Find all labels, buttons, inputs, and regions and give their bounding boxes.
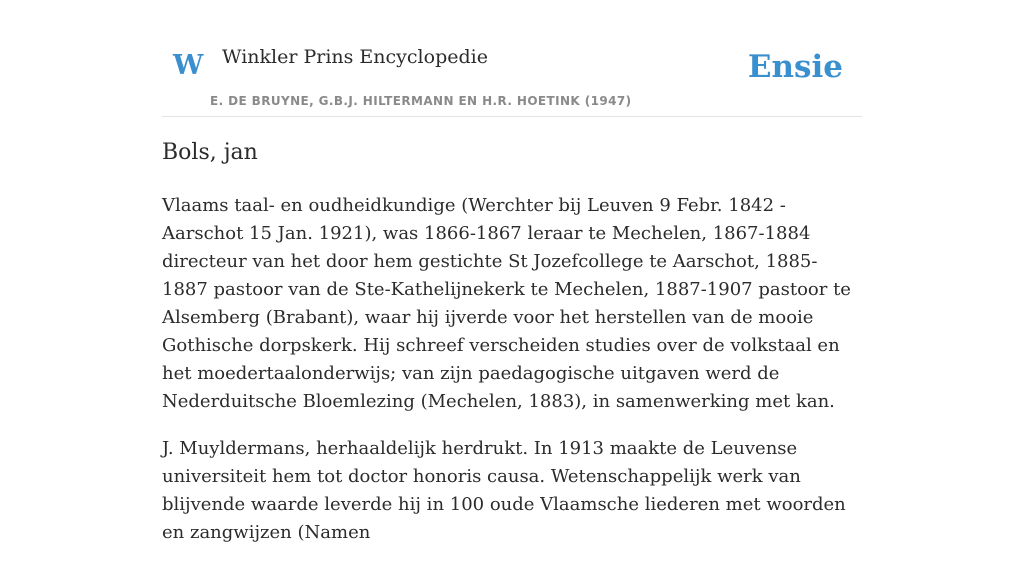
ensie-brand-link[interactable]: Ensie <box>747 49 843 85</box>
entry-paragraph-2: J. Muyldermans, herhaaldelijk herdrukt. In 1913 maakte de Leuvense universiteit hem tot doctor honoris causa. Wetenschappelijk werk van blijvende waarde leverde hij in 100 oude Vlaamsche liederen met woorden en zangwijzen (Namen <box>162 438 846 543</box>
source-header <box>162 0 862 117</box>
winkler-prins-logo-icon[interactable]: W <box>173 50 204 81</box>
source-title[interactable]: Winkler Prins Encyclopedie <box>222 46 488 68</box>
entry-paragraph-1: Vlaams taal- en oudheidkundige (Werchter bij Leuven 9 Febr. 1842 - Aarschot 15 Jan. 1921), was 1866-1867 leraar te Mechelen, 1867-1884 directeur van het door hem gestichte St Jozefcollege te Aarschot, 1885-1887 pastoor van de Ste-Kathelijnekerk te Mechelen, 1887-1907 pastoor te Alsemberg (Brabant), waar hij ijverde voor het herstellen van de mooie Gothische dorpskerk. Hij schreef verscheiden studies over de volkstaal en het moedertaalonderwijs; van zijn paedagogische uitgaven werd de Nederduitsche Bloemlezing (Mechelen, 1883), in samenwerking met kan. <box>162 195 851 412</box>
source-authors: E. DE BRUYNE, G.B.J. HILTERMANN EN H.R. HOETINK (1947) <box>210 94 632 108</box>
entry-title: Bols, jan <box>162 140 258 165</box>
entry-body <box>162 192 862 566</box>
